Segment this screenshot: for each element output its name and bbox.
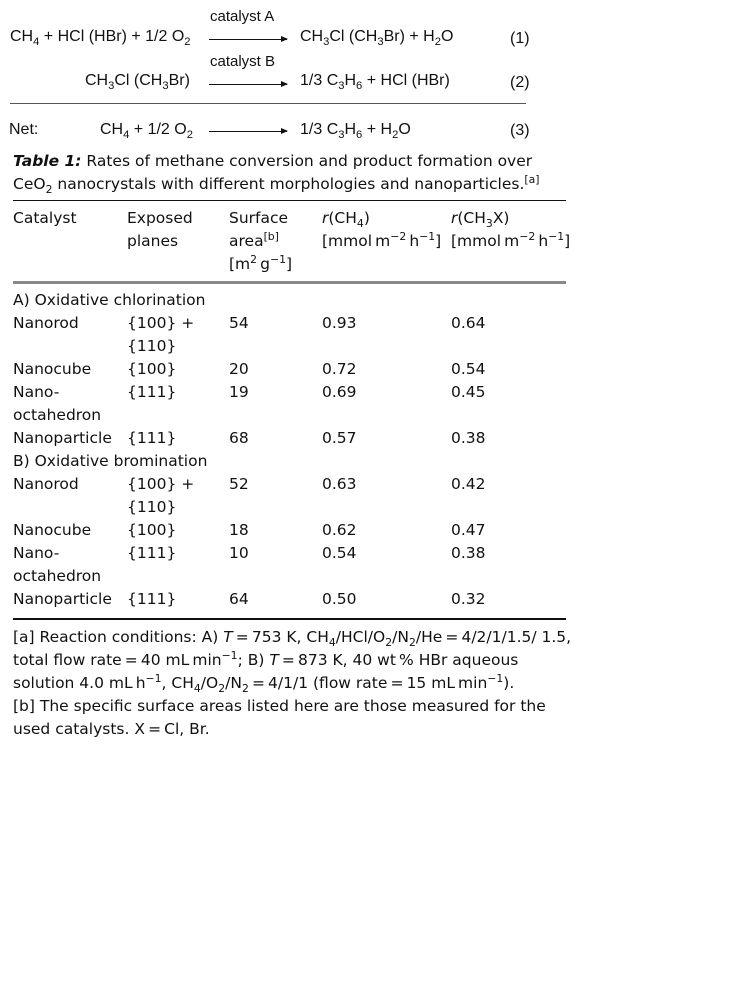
cell-r-ch4: 0.72	[322, 360, 357, 378]
table-label: Table 1:	[13, 152, 82, 170]
eq3-products: 1/3 $C_3H_6 + H_2O$	[300, 121, 411, 142]
cell-exposed-planes: {100} + {110}	[127, 314, 195, 355]
eq1-catalyst-label: catalyst A	[210, 8, 275, 25]
cell-exposed-planes: {100} + {110}	[127, 475, 195, 516]
cell-catalyst: Nanoparticle	[13, 590, 112, 608]
cell-r-ch4: 0.93	[322, 314, 357, 332]
cell-exposed-planes: {100}	[127, 521, 177, 539]
cell-r-ch4: 0.63	[322, 475, 357, 493]
cell-surface-area: 10	[229, 544, 249, 562]
footnote-b: [b] The specific surface areas listed here are those measured for the used catalysts. X = Cl, Br.	[13, 697, 546, 738]
header-catalyst: Catalyst	[13, 209, 77, 227]
cell-catalyst: Nanorod	[13, 475, 79, 493]
table-bottom-rule	[13, 618, 566, 620]
header-surface-area: Surface area[b] [$m^2$ $g^{-1}$]	[229, 209, 293, 273]
cell-r-ch4: 0.50	[322, 590, 357, 608]
section-title: A) Oxidative chlorination	[13, 291, 206, 309]
cell-r-ch4: 0.57	[322, 429, 357, 447]
cell-catalyst: Nanorod	[13, 314, 79, 332]
cell-r-ch4: 0.69	[322, 383, 357, 401]
cell-surface-area: 20	[229, 360, 249, 378]
cell-r-ch3x: 0.54	[451, 360, 486, 378]
eq2-reactants: $CH_3Cl$ $(CH_3Br)$	[85, 72, 190, 93]
header-r-ch4: $r(CH_4)$ [mmol $m^{-2}$ $h^{-1}$]	[322, 209, 442, 250]
eq2-arrow	[209, 84, 287, 85]
cell-r-ch4: 0.54	[322, 544, 357, 562]
cell-r-ch3x: 0.47	[451, 521, 486, 539]
equation-divider	[10, 103, 526, 104]
cell-exposed-planes: {111}	[127, 383, 177, 401]
eq1-arrow	[209, 39, 287, 40]
cell-r-ch3x: 0.38	[451, 544, 486, 562]
eq1-products: $CH_3Cl$ $(CH_3Br) + H_2O$	[300, 28, 454, 49]
cell-surface-area: 18	[229, 521, 249, 539]
eq1-reactants: $CH_4$ + HCl (HBr) + 1/2 $O_2$	[10, 28, 191, 49]
table-caption	[13, 150, 573, 196]
cell-exposed-planes: {111}	[127, 544, 177, 562]
eq1-number: (1)	[510, 30, 530, 47]
cell-exposed-planes: {111}	[127, 429, 177, 447]
section-title: B) Oxidative bromination	[13, 452, 208, 470]
cell-catalyst: Nanocube	[13, 521, 92, 539]
cell-catalyst: Nanoparticle	[13, 429, 112, 447]
footnote-a: [a] Reaction conditions: A) T = 753 K, $CH_4/HCl/O_2/N_2/He = 4/2/1/1.5/$ 1.5, total flow rate = 40 mL $\min^{-1}$; B) T = 873 K, 40 wt % HBr aqueous solution 4.0 mL $h^{-1}$, $CH_4/O_2/N_2 = 4/1/1$ (flow rate = 15 mL $\min^{-1}$).	[13, 628, 572, 696]
cell-surface-area: 54	[229, 314, 249, 332]
eq2-number: (2)	[510, 74, 530, 91]
cell-r-ch3x: 0.42	[451, 475, 486, 493]
cell-surface-area: 64	[229, 590, 249, 608]
cell-r-ch3x: 0.45	[451, 383, 486, 401]
cell-r-ch4: 0.62	[322, 521, 357, 539]
eq3-arrow	[209, 131, 287, 132]
cell-r-ch3x: 0.64	[451, 314, 486, 332]
eq3-net-label: Net:	[9, 121, 39, 138]
cell-catalyst: Nano- octahedron	[13, 544, 102, 585]
cell-surface-area: 52	[229, 475, 249, 493]
eq2-products: 1/3 $C_3H_6$ + HCl (HBr)	[300, 72, 450, 93]
header-exposed-planes: Exposed planes	[127, 209, 193, 250]
table-top-rule	[13, 200, 566, 201]
eq2-catalyst-label: catalyst B	[210, 53, 276, 70]
cell-surface-area: 19	[229, 383, 249, 401]
cell-surface-area: 68	[229, 429, 249, 447]
header-r-ch3x: $r(CH_3X)$ [mmol $m^{-2}$ $h^{-1}$]	[451, 209, 571, 250]
cell-exposed-planes: {111}	[127, 590, 177, 608]
table-caption-text: Rates of methane conversion and product formation over CeO$_2$ nanocrystals with different morphologies and nanoparticles.[a]	[13, 152, 540, 197]
cell-r-ch3x: 0.38	[451, 429, 486, 447]
cell-exposed-planes: {100}	[127, 360, 177, 378]
cell-r-ch3x: 0.32	[451, 590, 486, 608]
table-header-rule	[13, 281, 566, 284]
cell-catalyst: Nano- octahedron	[13, 383, 102, 424]
cell-catalyst: Nanocube	[13, 360, 92, 378]
eq3-reactants: $CH_4 + 1/2$ $O_2$	[100, 121, 193, 142]
eq3-number: (3)	[510, 122, 530, 139]
